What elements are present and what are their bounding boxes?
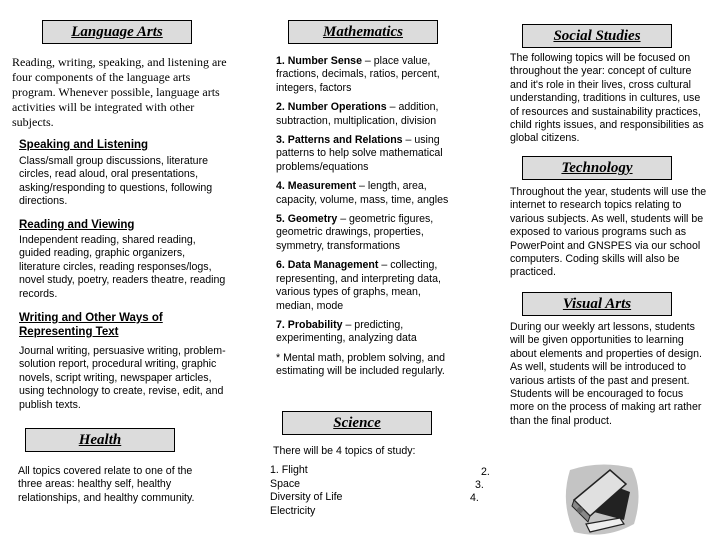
math-item: 1. Number Sense – place value, fractions, decimals, ratios, percent, integers, factors	[276, 55, 440, 94]
math-item: 2. Number Operations – addition, subtraction, multiplication, division	[276, 101, 439, 127]
speaking-listening-body: Class/small group discussions, literature circles, read aloud, oral presentations, asking/responding to questions, following directions.	[19, 155, 213, 208]
science-topic: 1. Flight	[270, 464, 308, 476]
speaking-listening-heading: Speaking and Listening	[19, 139, 149, 151]
reading-viewing-heading: Reading and Viewing	[19, 219, 135, 231]
writing-body: Journal writing, persuasive writing, problem-solution report, procedural writing, graphic novels, script writing, newspaper articles, using technology to create, revise, edit, and publish texts.	[19, 345, 226, 411]
health-body: All topics covered relate to one of the three areas: healthy self, healthy relationships, and healthy community.	[18, 465, 195, 504]
reading-viewing-body: Independent reading, shared reading, guided reading, graphic organizers, literature circles, reading responses/logs, novel study, poetry, readers theatre, reading records.	[19, 234, 226, 300]
math-item: 4. Measurement – length, area, capacity, volume, mass, time, angles	[276, 180, 449, 206]
science-topic: Diversity of Life	[270, 491, 343, 503]
social-studies-body: The following topics will be focused on throughout the year: concept of culture and it's role in their lives, cross cultural understanding, traditions in cultures, use of resources and sustainability practices, child rights issues, and responsibilities as global citizens.	[510, 52, 704, 145]
technology-body: Throughout the year, students will use the internet to research topics relating to various subjects. As well, students will be exposed to various programs such as PowerPoint and GNSPES via our school computers. Coding skills will also be practiced.	[510, 186, 707, 279]
math-item: 3. Patterns and Relations – using patterns to help solve mathematical problems/equations	[276, 134, 443, 173]
science-topic: Space	[270, 477, 301, 490]
language-arts-intro: Reading, writing, speaking, and listening are four components of the language arts program. Whenever possible, language arts activities will be integrated with other subjects.	[12, 55, 227, 129]
math-item: 5. Geometry – geometric figures, geometric drawings, properties, symmetry, transformations	[276, 213, 434, 252]
math-topics-list	[276, 55, 461, 385]
writing-heading: Writing and Other Ways of Representing Text	[19, 312, 163, 338]
health-title: Health	[25, 428, 175, 452]
science-intro: There will be 4 topics of study:	[273, 445, 416, 457]
science-topic: Electricity	[270, 504, 316, 517]
math-item: 7. Probability – predicting, experimenting, analyzing data	[276, 318, 417, 345]
science-number: 4.	[470, 492, 479, 504]
science-title: Science	[282, 411, 432, 435]
books-clipart-icon	[560, 462, 642, 538]
math-item: 6. Data Management – collecting, representing, and interpreting data, various types of graphs, mean, median, mode	[276, 259, 441, 312]
visual-arts-title: Visual Arts	[522, 292, 672, 316]
math-note: * Mental math, problem solving, and estimating will be included regularly.	[276, 351, 445, 378]
social-studies-title: Social Studies	[522, 24, 672, 48]
science-number: 2.	[481, 466, 490, 478]
technology-title: Technology	[522, 156, 672, 180]
visual-arts-body: During our weekly art lessons, students will be given opportunities to learning about elements and properties of design. As well, students will be introduced to various artists of the past and present. Students will be encouraged to focus more on the process of making art rather than the final product.	[510, 321, 702, 427]
language-arts-title: Language Arts	[42, 20, 192, 44]
science-number: 3.	[475, 479, 484, 491]
mathematics-title: Mathematics	[288, 20, 438, 44]
